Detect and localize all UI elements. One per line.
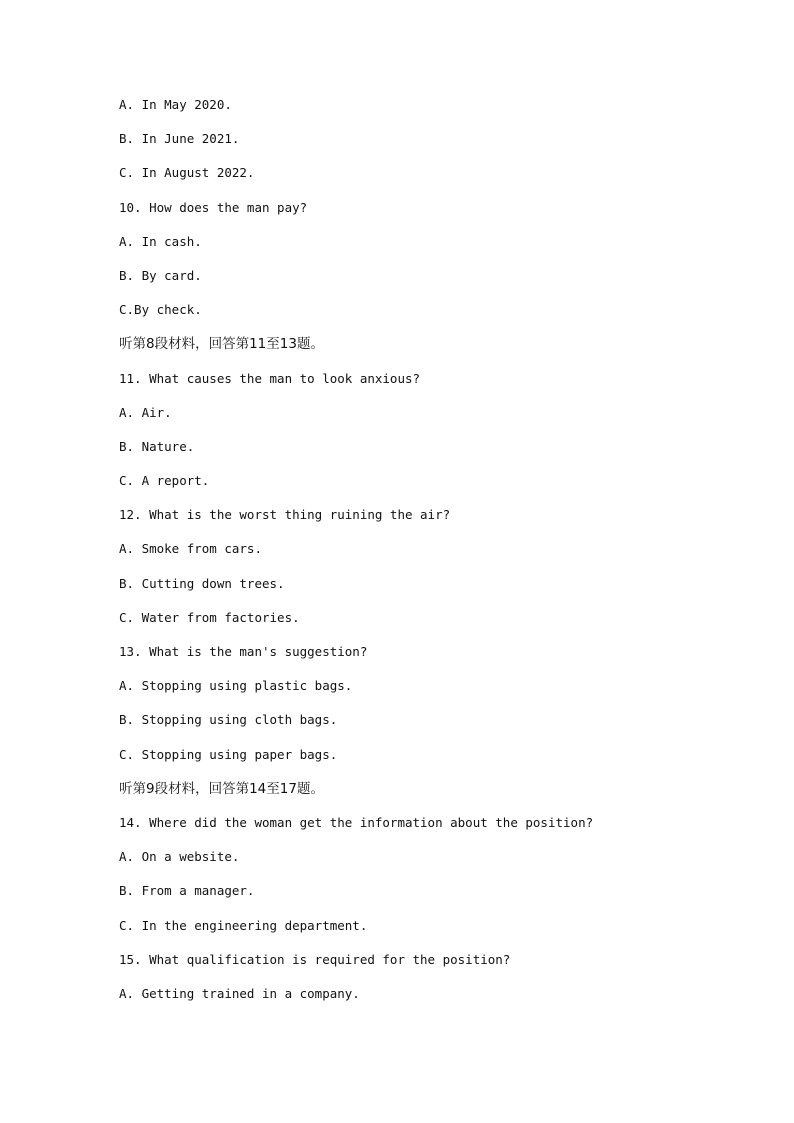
question-text: 10. How does the man pay? (119, 199, 308, 215)
answer-option: A. Stopping using plastic bags. (119, 678, 353, 694)
answer-option: B. Nature. (119, 438, 195, 454)
exam-content (119, 95, 759, 1018)
section-instruction: 听第8段材料，回答第11至13题。 (119, 336, 324, 353)
question-text: 14. Where did the woman get the information about the position? (119, 814, 594, 830)
answer-option: B. In June 2021. (119, 131, 240, 147)
answer-option: C. In August 2022. (119, 165, 255, 181)
answer-option: A. In May 2020. (119, 97, 232, 112)
question-text: 12. What is the worst thing ruining the air? (119, 507, 451, 523)
answer-option: A. In cash. (119, 233, 202, 249)
answer-option: A. On a website. (119, 849, 240, 865)
question-text: 13. What is the man's suggestion? (119, 644, 368, 659)
answer-option: B. From a manager. (119, 883, 255, 899)
answer-option: C. Water from factories. (119, 609, 300, 625)
answer-option: A. Smoke from cars. (119, 541, 262, 557)
answer-option: B. By card. (119, 267, 202, 283)
question-text: 11. What causes the man to look anxious? (119, 370, 421, 386)
section-instruction: 听第9段材料，回答第14至17题。 (119, 780, 324, 797)
answer-option: A. Air. (119, 404, 172, 420)
answer-option: B. Cutting down trees. (119, 575, 285, 591)
answer-option: C. In the engineering department. (119, 917, 368, 933)
answer-option: C. A report. (119, 473, 210, 489)
question-text: 15. What qualification is required for the position? (119, 951, 511, 967)
answer-option: C.By check. (119, 302, 202, 318)
answer-option: B. Stopping using cloth bags. (119, 712, 338, 728)
answer-option: C. Stopping using paper bags. (119, 746, 338, 762)
answer-option: A. Getting trained in a company. (119, 985, 360, 1001)
